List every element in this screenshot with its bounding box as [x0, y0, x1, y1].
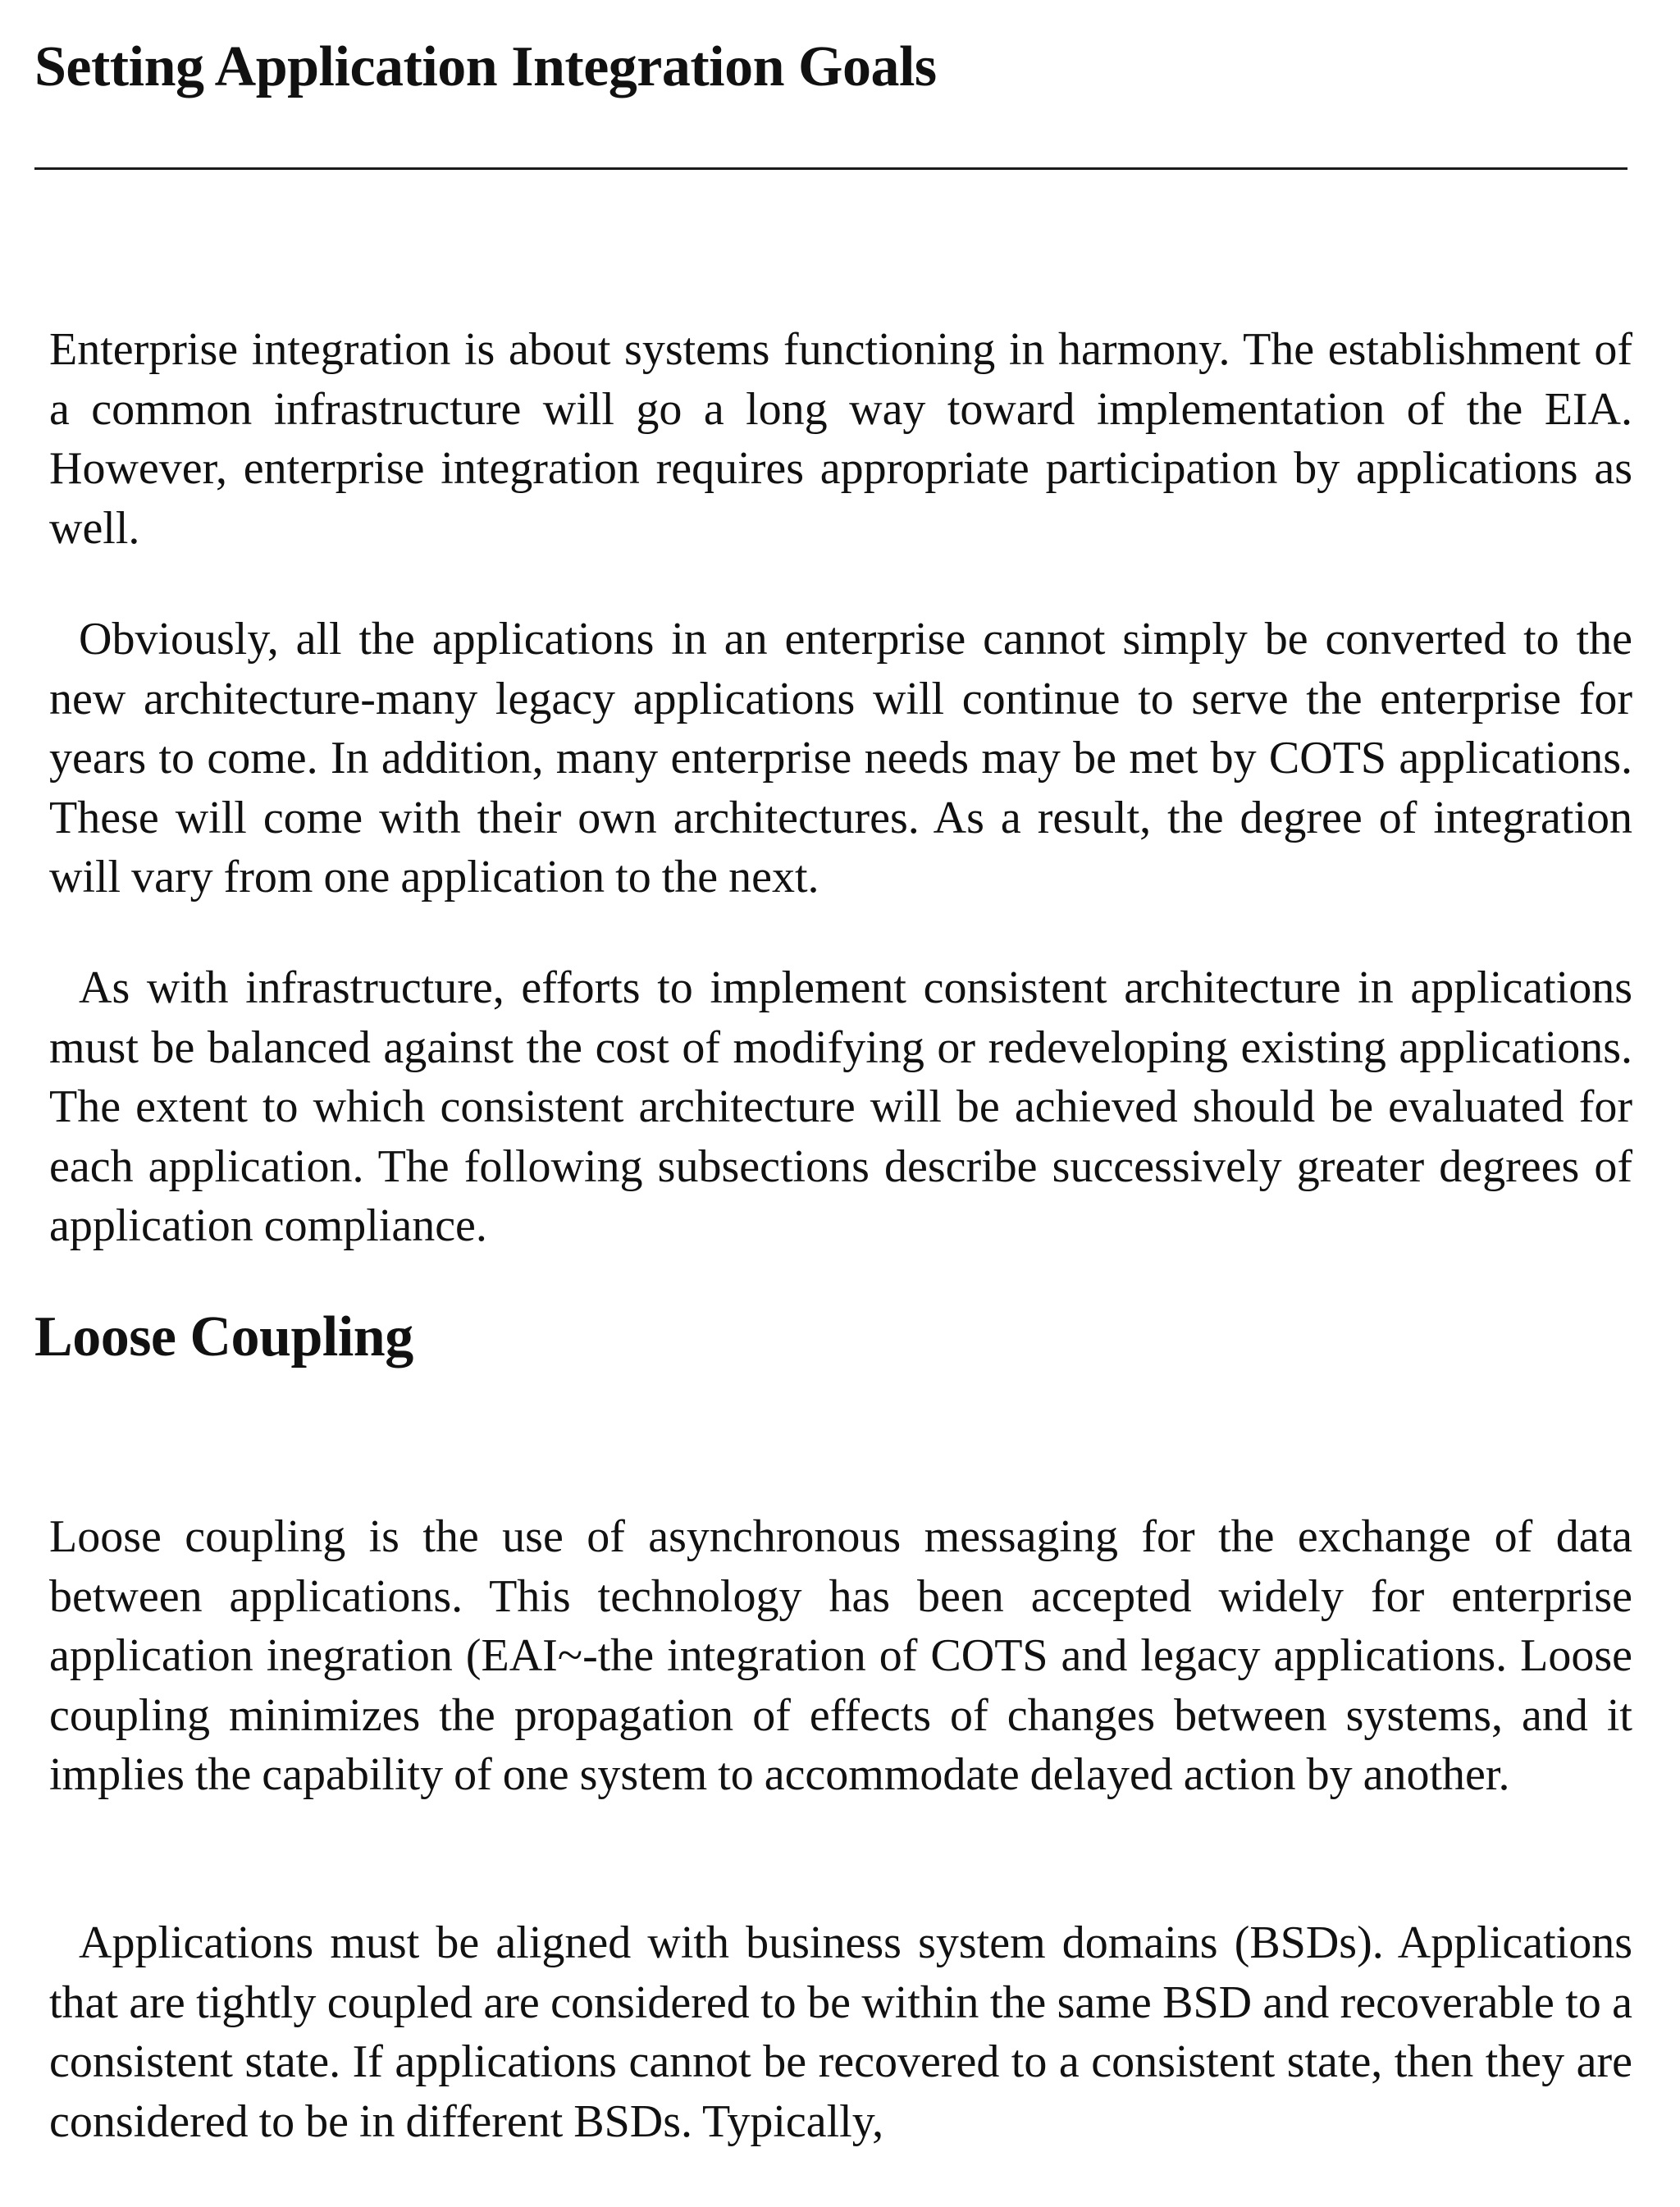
section-heading-integration-goals: Setting Application Integration Goals: [34, 35, 937, 98]
paragraph: Enterprise integration is about systems functioning in harmony. The establishment of a common infrastructure will go a long way toward implementation of the EIA. However, enterprise integration requires appropriate participation by applications as well.: [49, 324, 1632, 554]
paragraph: As with infrastructure, efforts to implement consistent architecture in applications must be balanced against the cost of modifying or redeveloping existing applications. The extent to which consistent architecture will be achieved should be evaluated for each application. The following subsections describe successively greater degrees of application compliance.: [49, 962, 1632, 1251]
section-heading-loose-coupling: Loose Coupling: [34, 1305, 413, 1369]
heading-divider: [34, 167, 1628, 170]
paragraph: Obviously, all the applications in an enterprise cannot simply be converted to the new architecture-many legacy applications will continue to serve the enterprise for years to come. In addition, many enterprise needs may be met by COTS applications. These will come with their own architectures. As a result, the degree of integration will vary from one application to the next.: [49, 614, 1632, 902]
paragraph: Loose coupling is the use of asynchronous messaging for the exchange of data between applications. This technology has been accepted widely for enterprise application inegration (EAI~-the integration of COTS and legacy applications. Loose coupling minimizes the propagation of effects of changes between systems, and it implies the capability of one system to accommodate delayed action by another.: [49, 1511, 1632, 1800]
paragraph: Applications must be aligned with business system domains (BSDs). Applications that are tightly coupled are considered to be within the same BSD and recoverable to a consistent state. If applications cannot be recovered to a consistent state, then they are considered to be in different BSDs. Typically,: [49, 1917, 1632, 2147]
